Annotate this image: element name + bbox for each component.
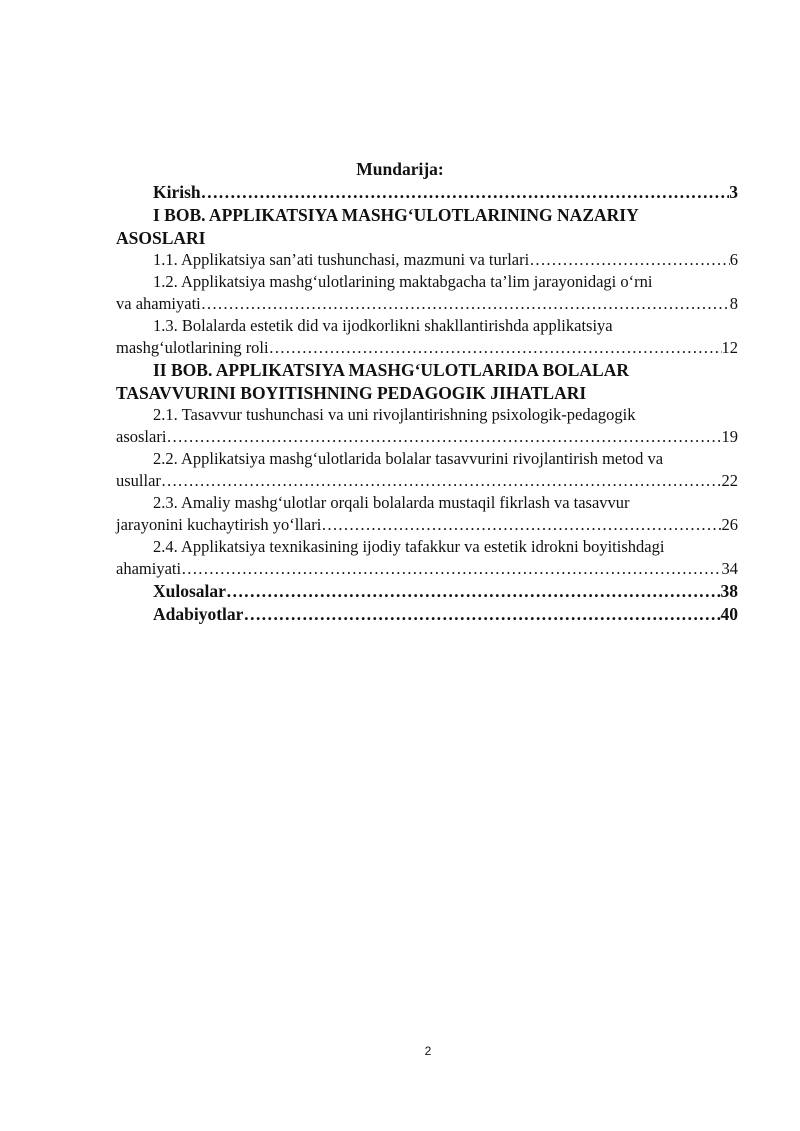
toc-entry-references — [153, 603, 738, 625]
toc-entry-page: 8 — [729, 294, 738, 313]
toc-entry-page: 38 — [720, 581, 738, 601]
toc-entry-text: Adabiyotlar — [153, 604, 244, 624]
toc-entry-conclusion — [153, 580, 738, 602]
toc-entry-text: Kirish — [153, 182, 201, 202]
toc-leader-dots — [201, 181, 730, 203]
toc-entry-2-1-line2 — [116, 426, 738, 448]
toc-entry-text: mashg‘ulotlarining roli — [116, 338, 269, 357]
toc-entry-page: 6 — [729, 250, 738, 269]
toc-chapter-1-line2: ASOSLARI — [116, 228, 206, 248]
toc-entry-intro — [153, 181, 738, 203]
toc-entry-text: Xulosalar — [153, 581, 226, 601]
toc-title: Mundarija: — [356, 159, 444, 179]
toc-entry-text: va ahamiyati — [116, 294, 201, 313]
toc-entry-page: 19 — [721, 427, 738, 446]
toc-entry-2-3-line2 — [116, 514, 738, 536]
toc-leader-dots — [226, 580, 721, 602]
toc-entry-2-1-line1: 2.1. Tasavvur tushunchasi va uni rivojlantirishning psixologik-pedagogik — [153, 405, 636, 424]
toc-entry-2-4-line2 — [116, 558, 738, 580]
toc-chapter-2-line2: TASAVVURINI BOYITISHNING PEDAGOGIK JIHATLARI — [116, 383, 587, 403]
toc-entry-1-2-line2 — [116, 293, 738, 315]
toc-entry-1-1 — [153, 249, 738, 271]
toc-entry-text: 1.1. Applikatsiya san’ati tushunchasi, mazmuni va turlari — [153, 250, 530, 269]
toc-entry-text: usullar — [116, 471, 161, 490]
toc-entry-page: 3 — [729, 182, 738, 202]
toc-entry-page: 12 — [721, 338, 738, 357]
toc-leader-dots — [166, 426, 721, 448]
toc-chapter-1-line1: I BOB. APPLIKATSIYA MASHG‘ULOTLARINING NAZARIY — [153, 205, 639, 225]
toc-entry-page: 34 — [721, 559, 738, 578]
toc-entry-1-3-line2 — [116, 337, 738, 359]
toc-entry-page: 22 — [721, 471, 738, 490]
toc-entry-2-2-line2 — [116, 470, 738, 492]
toc-entry-page: 26 — [721, 515, 738, 534]
toc-leader-dots — [321, 514, 721, 536]
toc-entry-1-2-line1: 1.2. Applikatsiya mashg‘ulotlarining maktabgacha ta’lim jarayonidagi o‘rni — [153, 272, 653, 291]
page-number: 2 — [424, 1044, 432, 1058]
toc-leader-dots — [161, 470, 722, 492]
toc-entry-page: 40 — [720, 604, 738, 624]
toc-chapter-2-line1: II BOB. APPLIKATSIYA MASHG‘ULOTLARIDA BOLALAR — [153, 360, 630, 380]
toc-entry-text: jarayonini kuchaytirish yo‘llari — [116, 515, 322, 534]
toc-leader-dots — [269, 337, 722, 359]
toc-entry-2-3-line1: 2.3. Amaliy mashg‘ulotlar orqali bolalarda mustaqil fikrlash va tasavvur — [153, 493, 630, 512]
toc-entry-2-2-line1: 2.2. Applikatsiya mashg‘ulotlarida bolalar tasavvurini rivojlantirish metod va — [153, 449, 664, 468]
toc-leader-dots — [529, 249, 730, 271]
toc-leader-dots — [201, 293, 730, 315]
toc-entry-text: ahamiyati — [116, 559, 182, 578]
toc-leader-dots — [181, 558, 721, 580]
toc-leader-dots — [243, 603, 720, 625]
toc-entry-text: asoslari — [116, 427, 167, 446]
toc-entry-2-4-line1: 2.4. Applikatsiya texnikasining ijodiy tafakkur va estetik idrokni boyitishdagi — [153, 537, 665, 556]
toc-entry-1-3-line1: 1.3. Bolalarda estetik did va ijodkorlikni shakllantirishda applikatsiya — [153, 316, 613, 335]
